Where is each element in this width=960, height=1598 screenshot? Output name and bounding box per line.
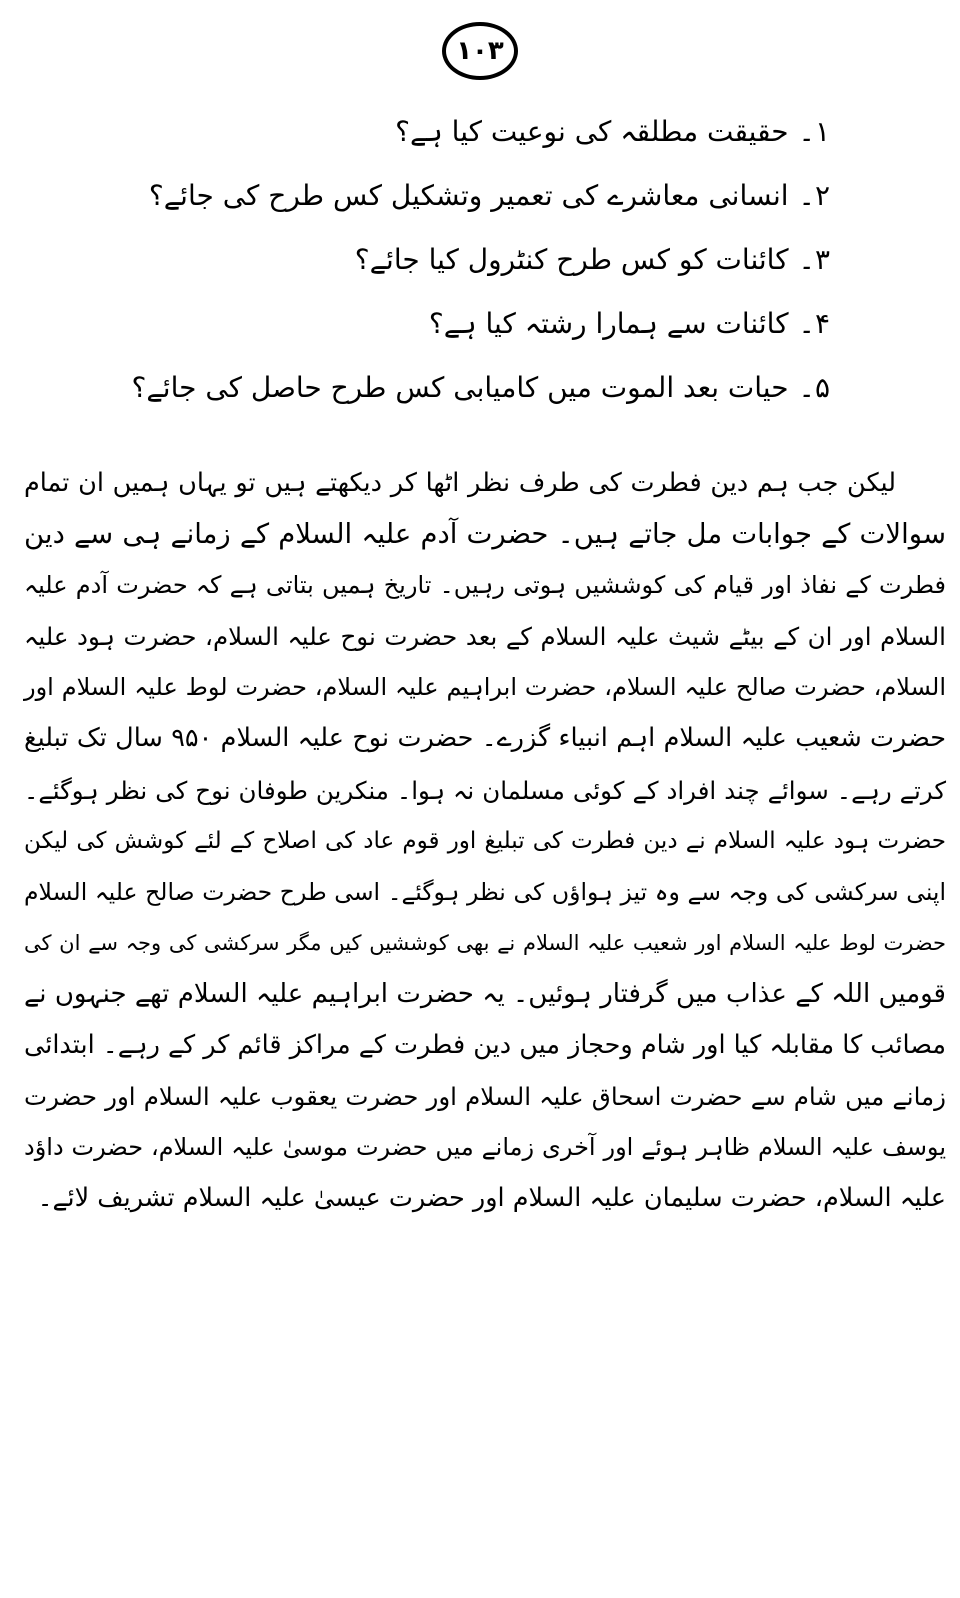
paragraph-line: حضرت ہود علیہ السلام نے دین فطرت کی تبلیغ اور قوم عاد کی اصلاح کے لئے کوشش کی لیکن (24, 827, 946, 854)
paragraph-line: زمانے میں شام سے حضرت اسحاق علیہ السلام اور حضرت یعقوب علیہ السلام اور حضرت (24, 1082, 946, 1112)
paragraph-line: حضرت شعیب علیہ السلام اہم انبیاء گزرے۔ حضرت نوح علیہ السلام ۹۵۰ سال تک تبلیغ (24, 723, 947, 754)
question-text: حقیقت مطلقہ کی نوعیت کیا ہے؟ (395, 115, 789, 148)
question-text: حیات بعد الموت میں کامیابی کس طرح حاصل کی جائے؟ (131, 371, 789, 404)
paragraph-line: کرتے رہے۔ سوائے چند افراد کے کوئی مسلمان نہ ہوا۔ منکرین طوفان نوح کی نظر ہوگئے۔ (24, 775, 946, 805)
paragraph-line: السلام اور ان کے بیٹے شیث علیہ السلام کے بعد حضرت نوح علیہ السلام، حضرت ہود علیہ (24, 622, 946, 652)
question-text: کائنات سے ہمارا رشتہ کیا ہے؟ (428, 307, 789, 340)
question-number: ۴۔ (798, 307, 830, 340)
paragraph-line: علیہ السلام، حضرت سلیمان علیہ السلام اور حضرت عیسیٰ علیہ السلام تشریف لائے۔ (37, 1183, 946, 1214)
question-number: ۱۔ (798, 115, 830, 148)
paragraph-line: قومیں اللہ کے عذاب میں گرفتار ہوئیں۔ یہ حضرت ابراہیم علیہ السلام تھے جنہوں نے (24, 978, 946, 1009)
question-number: ۳۔ (798, 243, 830, 276)
paragraph-line: یوسف علیہ السلام ظاہر ہوئے اور آخری زمانے میں حضرت موسیٰ علیہ السلام، حضرت داؤد (24, 1133, 946, 1162)
paragraph-line: حضرت لوط علیہ السلام اور شعیب علیہ السلام نے بھی کوششیں کیں مگر سرکشی کی وجہ سے ان کی (24, 930, 946, 955)
question-item (70, 100, 830, 164)
question-item (70, 228, 830, 292)
page-number: ۱۰۳ (442, 22, 518, 80)
paragraph-line: مصائب کا مقابلہ کیا اور شام وحجاز میں دین فطرت کے مراکز قائم کر کے رہے۔ ابتدائی (23, 1030, 946, 1061)
question-item (70, 164, 830, 228)
question-number: ۲۔ (798, 179, 830, 212)
paragraph-line: فطرت کے نفاذ اور قیام کی کوششیں ہوتی رہیں۔ تاریخ ہمیں بتاتی ہے کہ حضرت آدم علیہ (24, 571, 946, 600)
paragraph-line: اپنی سرکشی کی وجہ سے وہ تیز ہواؤں کی نظر ہوگئے۔ اسی طرح حضرت صالح علیہ السلام (24, 877, 946, 906)
body-paragraph (24, 458, 946, 1224)
question-item (70, 356, 830, 420)
question-item (70, 292, 830, 356)
question-list (70, 100, 830, 420)
paragraph-line: سوالات کے جوابات مل جاتے ہیں۔ حضرت آدم علیہ السلام کے زمانے ہی سے دین (24, 518, 946, 551)
paragraph-line: لیکن جب ہم دین فطرت کی طرف نظر اٹھا کر دیکھتے ہیں تو یہاں ہمیں ان تمام (24, 468, 896, 498)
question-text: کائنات کو کس طرح کنٹرول کیا جائے؟ (354, 243, 789, 276)
paragraph-line: السلام، حضرت صالح علیہ السلام، حضرت ابراہیم علیہ السلام، حضرت لوط علیہ السلام اور (24, 673, 946, 702)
page-number-container (0, 22, 960, 80)
question-text: انسانی معاشرے کی تعمیر وتشکیل کس طرح کی جائے؟ (148, 179, 789, 212)
question-number: ۵۔ (798, 371, 830, 404)
